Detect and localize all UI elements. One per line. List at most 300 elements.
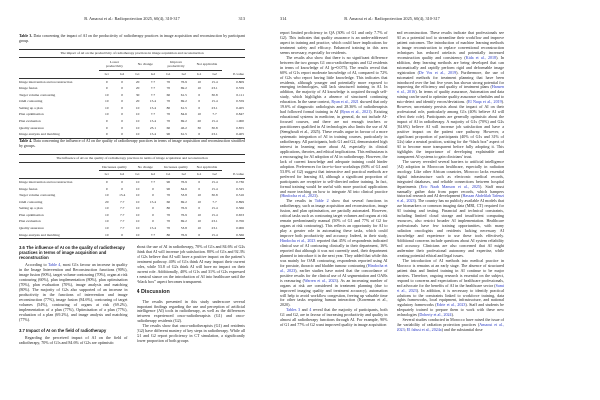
text-segment: ) and the substantial dose [441, 327, 483, 333]
cell-value: 61.5 [180, 92, 187, 97]
body-paragraph [397, 259, 505, 318]
citation-link[interactable]: Hindocha et al., 2023 [280, 262, 388, 273]
row-label: Plan evaluation [19, 119, 41, 123]
cell-value: 0 [121, 105, 124, 110]
text-segment: The survey revealed several barriers to artificial intelligence (AI) adoption in Moroccan healthcare, especially in radiation oncology. Like other African countries, Morocco lacks essential digital infrastructure such as electronic medical records, integrated databases, and reliable connections between hospital departments ( [396, 158, 504, 189]
table3-caption [19, 34, 245, 44]
cell-value: 10 [105, 99, 109, 104]
cell-value: 0 [121, 125, 124, 130]
discussion-heading: 4 Discussion [136, 288, 170, 295]
cell-value: 0 [198, 99, 201, 104]
cell-value: 10 [135, 125, 140, 130]
cell-value: 15.4 [211, 180, 218, 185]
running-head [19, 16, 245, 21]
cell-value: 15.4 [207, 232, 222, 239]
citation-link[interactable]: Table 4 [47, 262, 61, 268]
cell-value: 0.405 [222, 131, 245, 138]
pvalue-header: P-value [222, 70, 245, 78]
text-segment: Several studies conducted in Morocco have raised the issue of the variability of radiation protection practices ( [396, 317, 504, 328]
citation-link[interactable]: Tables 3 [286, 307, 301, 313]
row-label: Setting up a plan [19, 105, 43, 110]
cell-value: 23.1 [211, 226, 218, 230]
citation-link[interactable]: Warren et al., 2023 [303, 277, 337, 283]
citation-link[interactable]: Doherty et al., 2024 [419, 312, 452, 318]
table4-group-3: Increases quality [161, 163, 192, 171]
cell-value: 7.7 [119, 212, 125, 217]
col-header: G1 [99, 70, 114, 78]
cell-value: 7.7 [119, 199, 125, 204]
row-label: Plan optimisation [19, 112, 44, 117]
row-label: Target volume contouring [19, 92, 56, 97]
journal-page-right [263, 0, 600, 400]
cell-value: 70 [166, 79, 171, 84]
table-3 [19, 49, 245, 139]
cell-value: 0 [105, 186, 108, 191]
row-label: Image analysis and matching [19, 232, 99, 239]
cell-value: 30 [135, 92, 140, 97]
table-4-grid [19, 154, 245, 239]
cell-value: 0 [152, 212, 154, 217]
cell-value: 0.899 [236, 199, 244, 204]
text-segment: The results show that onco-radiotherapists (G1) and residents (G2) have different mastery of key steps in radiotherapy. While all G1 and G2 report proficiency in CT simulation, a significantly lower proportion of both groups [136, 323, 245, 344]
cell-value: 0 [121, 180, 124, 185]
cell-value: 10 [135, 119, 140, 123]
body-paragraph [280, 308, 388, 328]
col-header: G1 [191, 171, 206, 179]
cell-value: 0 [121, 79, 124, 84]
table-row [19, 78, 245, 85]
cell-value: 53.8 [180, 226, 187, 230]
table4-subheader-row [19, 171, 245, 179]
cell-value: 23.1 [149, 125, 157, 130]
cell-value: 0.559 [236, 99, 244, 104]
cell-value: 10 [197, 79, 201, 84]
page-number: 313 [238, 16, 245, 21]
cell-value: 10 [105, 92, 109, 97]
cell-value: 76.9 [180, 206, 187, 211]
table4-caption-text: Data concerning the influence of AI on the quality of radiotherapy practices in terms of image acquisition and reconstruction stratified by groups. [19, 139, 245, 149]
cell-value: 15.4 [145, 131, 160, 138]
cell-value: 60 [166, 199, 171, 204]
text-segment: ). [316, 193, 319, 199]
citation-link[interactable]: Ryan et al., 2021 [341, 109, 371, 115]
table3-group-1: Lower productivity [99, 58, 130, 70]
cell-value: 20 [135, 79, 140, 84]
cell-value: 0 [121, 86, 124, 91]
row-label: Image intervention and reconstruction [19, 180, 73, 185]
cell-value: 10 [105, 193, 109, 198]
cell-value: 60 [166, 125, 171, 130]
cell-value: 10 [197, 212, 201, 217]
text-segment: According to [25, 262, 48, 268]
col-header: G2 [145, 171, 160, 179]
cell-value: 0 [152, 219, 154, 224]
cell-value: 0 [198, 105, 201, 110]
cell-value: 20 [135, 99, 140, 104]
cell-value: 80 [161, 232, 176, 239]
text-segment: ). Staff must manually gather data from paper records, which hampers historical research and AI development ( [396, 183, 504, 199]
section-3-6-heading: 3.6 The influence of AI on the quality of radiotherapy practices in terms of image acquisition and reconstruction [19, 245, 125, 261]
col-header: G2 [114, 171, 129, 179]
cell-value: 70 [166, 219, 171, 224]
text-segment: showed that only 19.6% of diagnostic radiologists and 28.36% of radiotherapists had followed formal training in AI ( [280, 99, 388, 115]
cell-value: 10 [135, 212, 140, 217]
cell-value: 0.559 [236, 86, 244, 91]
cell-value: 70 [166, 212, 171, 217]
text-segment: show that several functions in radiotherapy, such as image acquisition and reconstruction, image fusion, and plan optimisation, are partially automated. However, critical tasks such as contouring target volumes and organs at risk remain predominantly manual (50% of G1 and 77% of G2 for organs at risk contouring). This reflects an opportunity for AI to play a greater role in automating these tasks, which could improve both productivity and accuracy. Indeed, in their study, [280, 198, 388, 239]
left-page-text [19, 245, 245, 395]
cell-value: 7.7 [150, 112, 156, 117]
table4-group-4: Not applicable [191, 163, 222, 171]
row-label: OAR contouring [19, 99, 43, 104]
text-segment: about the use of AI in radiotherapy, 70% of G1s and 84.6% of G2s think that AI will increase job satisfaction. 80% of G1s and 92.3% of G2s believe that AI will have a positive impact on the patient’s treatment pathway. 40% of G1s think AI may impact their current roles, while 53.8 of G2s think AI will have no impact on their current role. Additionally, 40% of G1s and 31% of G2s expressed a neutral stance on the introduction of AI into healthcare until the “black box” aspect becomes transparent. [136, 245, 245, 284]
cell-value: 0.855 [236, 125, 244, 130]
cell-value: 70 [166, 226, 171, 230]
cell-value: 76.9 [180, 212, 187, 217]
col-header: G2 [114, 70, 129, 78]
body-paragraph [280, 56, 388, 200]
citation-link[interactable]: Edrie et al., 2023 [436, 302, 466, 308]
table-row [19, 232, 245, 239]
cell-value: 61.5 [180, 105, 187, 110]
text-segment: report limited proficiency in QA (30% of G1 and only 7.7% of G2). This indicates that quality assurance is an under-addressed aspect in training and practice, which could have implications for treatment safety and efficacy. Enhanced training in this area seems necessary, especially for residents. [280, 31, 388, 55]
cell-value: 0.809 [236, 79, 244, 84]
cell-value: 15.4 [149, 99, 157, 104]
col-header: G2 [207, 171, 222, 179]
table4-group-2: No change [130, 163, 161, 171]
cell-value: 0 [152, 186, 154, 191]
cell-value: 30 [197, 125, 201, 130]
text-segment: reveal that the majority of participants, both G1 and G2, are in favour of increasing productivity and quality in almost all radiotherapy functions through AI. For example, 90% of G1 and 77% of G2 want improved quality in image acquisition [280, 307, 388, 328]
table3-group-2: No change [130, 58, 161, 70]
cell-value: 0.566 [236, 206, 244, 211]
cell-value: 69.2 [180, 119, 187, 123]
cell-value: 53.8 [180, 193, 187, 198]
cell-value: 23.1 [211, 105, 218, 110]
cell-value: 10 [197, 219, 201, 224]
cell-value: 70 [166, 119, 171, 123]
cell-value: 0.706 [236, 219, 244, 224]
cell-value: 15.4 [211, 206, 218, 211]
cell-value: 69.2 [180, 99, 187, 104]
citation-link[interactable]: Hindocha et al., 2023 [280, 238, 316, 244]
running-title: B. Amaoui et al.: Radioprotection 2025, 60(4), 310-317 [84, 16, 180, 21]
cell-value: 7.7 [119, 219, 125, 224]
citation-link[interactable]: Sami et al., 2023 [396, 282, 504, 293]
cell-value: 80 [166, 206, 171, 211]
cell-value: 90 [161, 131, 176, 138]
cell-value: 90 [166, 180, 171, 185]
cell-value: 80 [166, 105, 171, 110]
cell-value: 10 [105, 226, 109, 230]
table3-group-header-row [19, 58, 245, 70]
text-segment: ). The country has no publicly available AI models that use biomarkers or common imaging data (MRI, CT) required for AI training and testing. Financial and technical constraints, including limited cloud storage and insufficient computing resources, also restrict broader AI implementation. Healthcare professionals have few training opportunities, with many radiation oncologists and residents lacking necessary AI knowledge and experience to use these tools effectively. Additional concerns include questions about AI system reliability and accuracy. Clinicians are also concerned that AI might undermine their professional autonomy and expertise, while creating potential ethical and legal issues. [396, 198, 504, 258]
cell-value: 30.8 [211, 193, 218, 198]
cell-value: 15.4 [149, 119, 157, 123]
cell-value: 7.7 [119, 206, 125, 211]
cell-value: 0 [99, 131, 114, 138]
citation-link[interactable]: El fahssi et al., 2024a [406, 327, 442, 333]
text-segment: and reconstruction. These results indicate that professionals see AI as a potential tool to streamline their workflow and improve patient outcomes. The introduction of machine learning methods in image reconstruction to replace conventional reconstruction techniques has reduced artefacts and potentially increased reconstruction quality and consistency ( [396, 31, 504, 60]
cell-value: 15.4 [149, 105, 157, 110]
table4-caption [19, 139, 245, 149]
col-header: G2 [145, 70, 160, 78]
cell-value: 0.847 [236, 112, 244, 117]
cell-value: 0 [191, 232, 206, 239]
table3-caption-label: Table 3. [19, 34, 33, 38]
section-3-7-heading: 3.7 Impact of AI on the field of radiotherapy [19, 327, 107, 333]
text-segment: ), earlier studies have noted that the concordance of positive results for the clinical use of AI segmentation and OARs is reassuring ( [280, 267, 388, 283]
cell-value: 15.4 [211, 212, 218, 217]
cell-value: 7.7 [150, 79, 156, 84]
text-segment: The results in [286, 198, 315, 204]
cell-value: 23.1 [207, 131, 222, 138]
cell-value: 0 [152, 206, 154, 211]
row-label: Quality assurance [19, 226, 44, 230]
cell-value: 0.325 [236, 186, 244, 191]
cell-value: 0.516 [236, 193, 244, 198]
cell-value: 0 [198, 206, 201, 211]
row-label: OAR contouring [19, 199, 43, 204]
text-segment: ). Existing educational systems in medicine, in general, do not include AI-focused courses, and there are not enough teachers or practitioners qualified in AI technologies also limits the use of AI (Semghouli et al., 2025). These results argue in favour of a more systematic integration of AI in training courses, particularly in radiotherapy. All participants, both G1 and G2, demonstrated high interest in learning more about AI, especially its clinical applications, theories, and ethical implications. This enthusiasm is a encouraging for AI adoption of AI in radiotherapy. However, the lack of current knowledge and adequate training could hinder adoption. Preferences for face-to-face workshops (60% of G1 and 53.8% of G2) suggest that interactive and practical methods are preferred for learning AI, although a significant proportion of participants are receptive to self-directed online training. In fact, formal training would be useful with more practical applications and more teaching on how to integrate AI into clinical practice ( [280, 109, 388, 199]
body-paragraph [397, 31, 505, 160]
cell-value: 7.7 [145, 232, 160, 239]
cell-value: 84.6 [180, 186, 187, 191]
cell-value: 69.2 [180, 219, 187, 224]
cell-value: 0 [198, 92, 201, 97]
cell-value: 10 [130, 232, 145, 239]
citation-link[interactable]: Eric Naab Manson et al., 2025 [420, 183, 480, 189]
body-paragraph [137, 324, 246, 344]
cell-value: 0 [121, 112, 124, 117]
col-header: G1 [130, 171, 145, 179]
cell-value: 7.7 [212, 199, 217, 204]
table3-span-header: The impact of AI on the productivity of radiotherapy practices in image acquisition and reconstruction [19, 50, 245, 58]
cell-value: 0 [114, 131, 129, 138]
running-head [280, 16, 504, 21]
table3-group-4: Not applicable [191, 58, 222, 70]
row-label: Image intervention and reconstruction [19, 79, 73, 84]
cell-value: 10 [197, 193, 201, 198]
text-segment: ). In addition, it is necessary to identify practical solutions to the constraints linked to workforce training, data rights frameworks, local equipment, infrastructure, and national regulatory frameworks ( [396, 287, 504, 308]
cell-value: 15.4 [149, 226, 157, 230]
left-page-column-2 [137, 245, 246, 395]
cell-value: 10 [130, 131, 145, 138]
cell-value: 7.7 [150, 86, 156, 91]
text-segment: , most G1s favour an increase in quality in the Image Intervention and Reconstruction functions (90%), image fusion (90%), target volume contouring (70%), organ at risk contouring (60%), plan implementation (80%), plan optimisation (70%), plan evaluation (70%), image analysis and matching (80%). The majority of G2s also supported of an increase in productivity in the functions of intervention and image reconstruction (77%), image fusion (84.6%), contouring of target volumes (54%), contouring of organs at risk (69.2%), implementation of a plan (77%), Optimisation of a plan (77%), evaluation of a plan (69.2%), and image analysis and matching (77%). [19, 262, 128, 322]
cell-value: 10 [135, 199, 140, 204]
cell-value: 46.2 [180, 125, 187, 130]
cell-value: 10 [135, 219, 140, 224]
body-paragraph [137, 245, 246, 285]
right-page-column-1 [280, 31, 388, 383]
cell-value: 70 [166, 112, 171, 117]
cell-value: 0 [105, 125, 108, 130]
cell-value: 0.906 [236, 226, 244, 230]
cell-value: 0 [105, 79, 108, 84]
text-segment: ; [404, 327, 407, 333]
cell-value: 0.405 [236, 105, 244, 110]
cell-value: 23.1 [211, 86, 218, 91]
cell-value: 0 [105, 119, 108, 123]
table-row [19, 179, 245, 186]
table-row [19, 131, 245, 138]
cell-value: 0 [198, 186, 201, 191]
cell-value: 10 [105, 212, 109, 217]
cell-value: 10 [197, 226, 201, 230]
cell-value: 20 [197, 119, 201, 123]
cell-value: 60 [166, 92, 171, 97]
table4-caption-label: Table 4. [19, 139, 33, 143]
cell-value: 20 [135, 86, 140, 91]
cell-value: 10 [135, 186, 140, 191]
running-title: B. Amaoui et al.: Radioprotection 2025, 60(4), 310-317 [344, 16, 440, 21]
cell-value: 23.1 [211, 219, 218, 224]
row-label: Image analysis and matching [19, 131, 99, 138]
cell-value: 84.6 [180, 112, 187, 117]
cell-value: 15.4 [149, 199, 157, 204]
cell-value: 10 [99, 232, 114, 239]
cell-value: 0 [121, 99, 124, 104]
cell-value: 10 [197, 86, 201, 91]
cell-value: 10 [135, 112, 140, 117]
text-segment: ). In addition, deep learning methods are being developed that can automatically and rapidly perform rigid and deformable image registration ( [396, 54, 504, 75]
cell-value: 76.9 [176, 232, 191, 239]
body-paragraph [19, 336, 128, 346]
table3-caption-text: Data concerning the impact of AI on the productivity of radiotherapy practices in image acquisition and reconstruction by participant group. [19, 34, 246, 44]
table3-group-3: Improve productivity [161, 58, 192, 70]
cell-value: 1.000 [236, 119, 244, 123]
cell-value: 0 [191, 131, 206, 138]
cell-value: 0 [198, 180, 201, 185]
col-header: G2 [176, 70, 191, 78]
cell-value: 15.4 [119, 193, 126, 198]
cell-value: 0.111 [236, 92, 244, 97]
text-segment: Regarding the perceived impact of AI on the field of radiotherapy, 70% of G1s and 84.6% of G2s are optimistic [19, 334, 128, 345]
citation-link[interactable]: De Vos et al., 2019 [418, 69, 457, 75]
citation-link[interactable]: Table 2 [314, 198, 329, 204]
cell-value: 10 [135, 105, 140, 110]
text-segment: The results presented in this study underscore several important findings regarding the use and perception of artificial intelligence (AI) tools in radiotherapy, as well as the differences between experienced onco-radiotherapists (G1) and onco-radiotherapy residents (G2). [136, 298, 245, 324]
citation-link[interactable]: El Naqa et al., 2019 [468, 99, 502, 105]
cell-value: 10 [135, 193, 140, 198]
pvalue-header: P-value [222, 171, 245, 179]
text-segment: ). However, uncertainty persists about the impact of AI on their professional role, particularly among G1s (40% believe AI will affect their role). Participants are generally optimistic about the impact of AI in radiotherapy. A majority of G1s (70%) and G2s (84.6%) believe AI will increase job satisfaction and have a positive impact on the patient care pathway. However, a significant proportion of participants (40% of G1s and 31% of G2s) take a neutral position, waiting for the “black box” aspect of AI to become more transparent before fully adopting it. This highlights the importance of developing explainable and transparent AI systems to gain clinicians’ trust. [396, 99, 504, 159]
row-label: Image fusion [19, 86, 38, 91]
citation-link[interactable]: Amaoui et al., 2023 [396, 322, 504, 333]
cell-value: 10 [135, 226, 140, 230]
cell-value: 15.4 [211, 99, 218, 104]
cell-value: 0 [114, 232, 129, 239]
cell-value: 10 [105, 219, 109, 224]
col-header: G1 [161, 171, 176, 179]
cell-value: 76.9 [180, 79, 187, 84]
cell-value: 20 [105, 199, 109, 204]
citation-link[interactable]: Hassan Abdelilah Tafenzi et al., 2023 [396, 193, 504, 204]
cell-value: 76.9 [180, 180, 187, 185]
cell-value: 0 [121, 92, 124, 97]
body-paragraph [137, 300, 246, 325]
right-page-text [280, 31, 504, 383]
cell-value: 10 [197, 112, 201, 117]
body-paragraph [397, 160, 505, 259]
cell-value: 70 [166, 193, 171, 198]
row-label: Quality assurance [19, 125, 44, 130]
text-segment: The results also show that there is no significant difference between the two groups G1 onco-radiotherapists and G2 residents in terms of knowledge of AI (p=0.075). The results reveal that 60% of G1s report moderate knowledge of AI, compared to 72% of G2s who report having little knowledge. This indicates that residents, although younger and potentially more exposed to emerging technologies, still lack structured training in AI. In addition, the majority of AI knowledge is acquired through self-study, which highlights a absence of structured continuing education. In the same context, [280, 54, 388, 105]
col-header: G1 [191, 70, 206, 78]
cell-value: 15.4 [211, 119, 218, 123]
citation-link[interactable]: Hindocha et al., 2023 [281, 193, 317, 199]
row-label: Setting up a plan [19, 206, 43, 211]
row-label: Plan evaluation [19, 219, 41, 224]
row-label: Image fusion [19, 186, 38, 191]
body-paragraph [280, 31, 388, 56]
cell-value: 7.7 [212, 112, 217, 117]
cell-value: 7.7 [119, 226, 125, 230]
cell-value: 0.736 [236, 180, 244, 185]
cell-value: 69.2 [180, 86, 187, 91]
col-header: G1 [161, 70, 176, 78]
citation-link[interactable]: Hansen et al., 2016 [396, 84, 504, 95]
cell-value: 10 [135, 180, 140, 185]
right-page-column-2 [397, 31, 505, 383]
table3-subheader-row [19, 70, 245, 78]
table4-group-header-row [19, 163, 245, 171]
row-label: Plan optimisation [19, 212, 44, 217]
text-segment: reported that 45% of respondents indicated clinical use of AI contouring clinically in their department, 16% reported that although it was not currently used, their department planned to introduce it in the next year. They added that while this was mainly for OAR contouring, respondents reported using AI for prostate, thoracic and bladder tumour contouring ( [280, 238, 388, 268]
col-header: G1 [99, 171, 114, 179]
cell-value: 0 [121, 186, 124, 191]
text-segment: ). Furthermore, the use of automated methods for treatment planning that have been introduced over the last five years has shown strong potential for improving the efficiency and quality of treatment plans ( [396, 69, 504, 90]
col-header: G2 [176, 171, 191, 179]
body-paragraph [19, 263, 128, 322]
cell-value: 30.8 [211, 92, 218, 97]
cell-value: 10 [105, 105, 109, 110]
left-page-column-1 [19, 245, 128, 395]
cell-value: 7.7 [150, 180, 156, 185]
text-segment: ). [451, 312, 454, 318]
journal-page-left [0, 0, 263, 400]
cell-value: 0 [152, 193, 154, 198]
cell-value: 10 [105, 112, 109, 117]
citation-link[interactable]: Ryan et al., 2021 [331, 99, 359, 105]
citation-link[interactable]: 4 [309, 307, 312, 313]
cell-value: 0 [105, 180, 108, 185]
table4-span-header: The influence of AI on the quality of radiotherapy practices in terms of image acquisition and reconstruction [19, 155, 245, 163]
cell-value: 70 [166, 86, 171, 91]
cell-value: 0.653 [236, 212, 244, 217]
cell-value: 90 [166, 186, 171, 191]
body-paragraph [280, 199, 388, 308]
citation-link[interactable]: Kida et al., 2018 [465, 54, 497, 60]
cell-value: 10 [197, 199, 201, 204]
cell-value: 69.2 [180, 199, 187, 204]
cell-value: 0 [121, 119, 124, 123]
col-header: G2 [207, 70, 222, 78]
table4-group-1: Decreases quality [99, 163, 130, 171]
text-segment: ). In terms of quality assurance, Automation and data mining can be used to optimize quality assurance schedules and to auto-detect and identify errors/deviations. ( [396, 89, 504, 105]
cell-value: 0 [105, 86, 108, 91]
cell-value: 61.5 [176, 131, 191, 138]
body-paragraph [397, 318, 505, 333]
cell-value: 7.7 [150, 92, 156, 97]
text-segment: ). Staff and students be adequately trained to prepare them to work with these new technologies ( [396, 302, 504, 318]
page-number: 314 [280, 16, 287, 21]
cell-value: 70 [166, 99, 171, 104]
table-3-grid [19, 49, 245, 139]
text-segment: ). As an increasing number of organs at risk are considered in treatment planning (due to improved imaging quality and treatment accuracy), automation will help to avoid workflow congestion, freeing up valuable time for other tasks requiring human interaction (Korreman et al., 2020). [280, 277, 388, 308]
cell-value: 30.8 [211, 125, 218, 130]
